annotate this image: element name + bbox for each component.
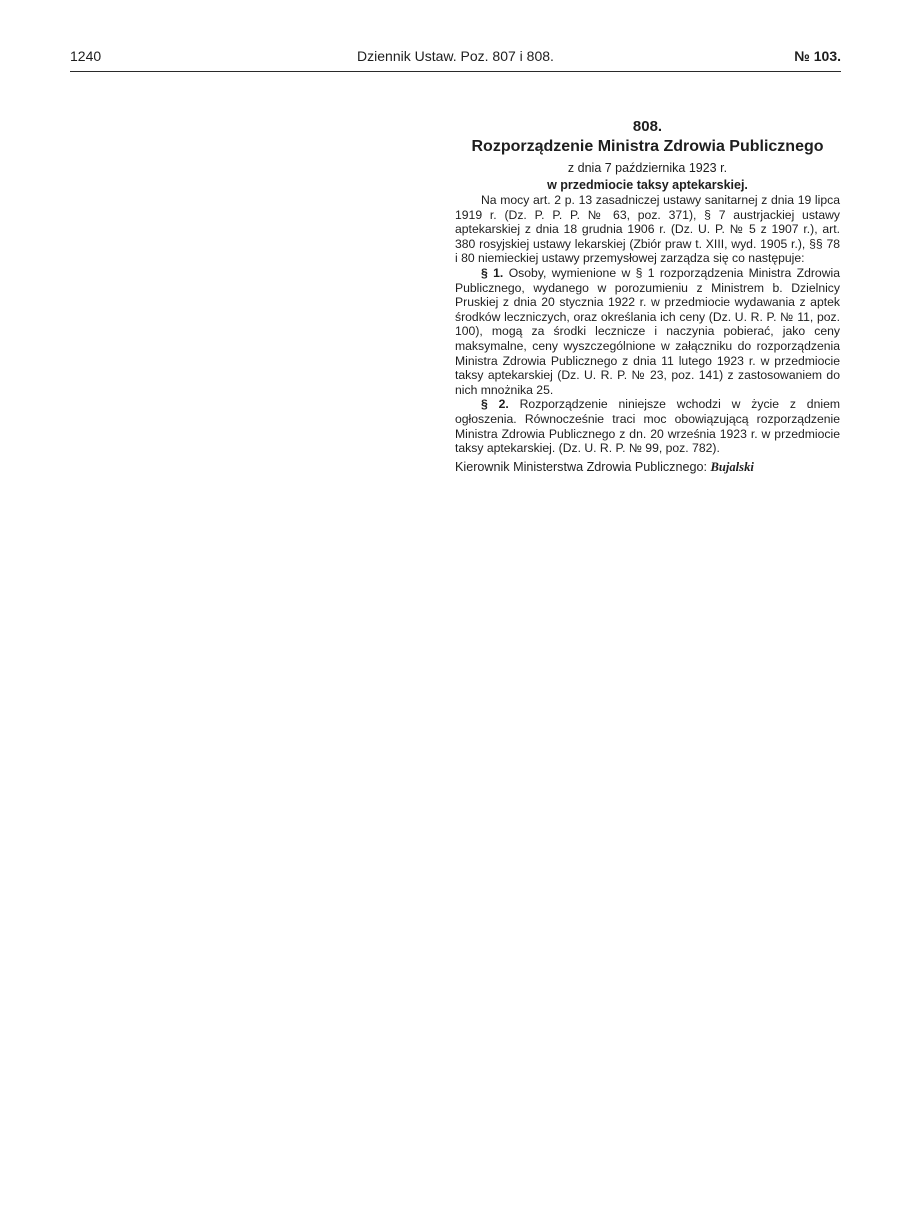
signature-name: Bujalski	[710, 459, 754, 474]
section-1-text: Osoby, wymienione w § 1 rozporządzenia Ministra Zdrowia Publicznego, wydanego w porozumieniu z Ministrem b. Dzielnicy Pruskiej z dnia 20 stycznia 1922 r. w przedmiocie wydawania z aptek środków leczniczych, oraz określania ich ceny (Dz. U. R. P. № 11, poz. 100), mogą za środki lecznicze i naczynia pobierać, jako ceny maksymalne, ceny wyszczególnione w załączniku do rozporządzenia Ministra Zdrowia Publicznego z dnia 11 lutego 1923 r. w przedmiocie taksy aptekarskiej (Dz. U. R. P. № 23, poz. 141) z zastosowaniem do nich mnożnika 25.	[455, 265, 840, 397]
section-2	[455, 397, 840, 455]
preamble: Na mocy art. 2 p. 13 zasadniczej ustawy sanitarnej z dnia 19 lipca 1919 r. (Dz. P. P. P. № 63, poz. 371), § 7 austrjackiej ustawy aptekarskiej z dnia 18 grudnia 1906 r. (Dz. U. P. № 5 z 1907 r.), art. 380 rosyjskiej ustawy lekarskiej (Zbiór praw t. XIII, wyd. 1905 r.), §§ 78 i 80 niemieckiej ustawy przemysłowej zarządza się co następuje:	[455, 193, 840, 266]
section-1	[455, 266, 840, 397]
page-header	[70, 48, 841, 70]
page-number: 1240	[70, 48, 102, 64]
signature	[455, 460, 840, 475]
act-column	[455, 118, 840, 474]
position-number: 808.	[632, 118, 663, 135]
signature-role: Kierownik Ministerstwa Zdrowia Publicznego:	[455, 459, 707, 474]
section-2-number: § 2.	[481, 397, 509, 412]
act-title: Rozporządzenie Ministra Zdrowia Publicznego	[471, 138, 824, 155]
header-rule	[70, 71, 841, 72]
section-1-number: § 1.	[481, 265, 504, 280]
act-date: z dnia 7 października 1923 r.	[567, 161, 728, 175]
journal-title: Dziennik Ustaw. Poz. 807 i 808.	[357, 48, 554, 64]
section-2-text: Rozporządzenie niniejsze wchodzi w życie z dniem ogłoszenia. Równocześnie traci moc obowiązującą rozporządzenie Ministra Zdrowia Publicznego z dn. 20 września 1923 r. w przedmiocie taksy aptekarskiej. (Dz. U. R. P. № 99, poz. 782).	[455, 397, 840, 456]
act-subject: w przedmiocie taksy aptekarskiej.	[547, 178, 748, 192]
issue-number: № 103.	[794, 48, 841, 64]
